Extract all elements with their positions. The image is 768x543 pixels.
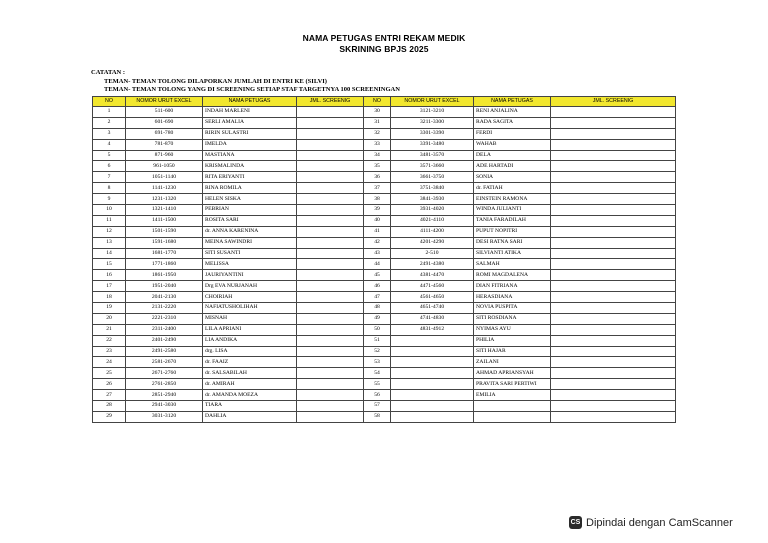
cell-nama-petugas: ZAILANI [474,357,551,368]
cell-no: 45 [364,270,391,281]
cell-nama-petugas: ROSITA SARI [203,215,297,226]
cell-no: 48 [364,303,391,314]
cell-nama-petugas: SERLI AMALIA [203,117,297,128]
cell-nomor-urut: 601-690 [126,117,203,128]
cell-nama-petugas: HERASDIANA [474,292,551,303]
cell-nomor-urut: 3751-3840 [391,183,474,194]
cell-nama-petugas: dr. AMANDA MOEZA [203,390,297,401]
cell-jml-screening [551,194,676,205]
camscanner-text: Dipindai dengan CamScanner [586,516,733,529]
cell-jml-screening [551,117,676,128]
table-row [93,117,676,128]
cell-jml-screening [297,411,364,422]
cell-nama-petugas: IMELDA [203,139,297,150]
cell-no: 17 [93,281,126,292]
cell-nama-petugas: RITA ERIYANTI [203,172,297,183]
cell-nama-petugas: RIRIN SULASTRI [203,128,297,139]
cell-no: 35 [364,161,391,172]
cell-jml-screening [297,248,364,259]
cell-nomor-urut [391,357,474,368]
cell-nomor-urut: 4651-4740 [391,303,474,314]
cell-no: 26 [93,379,126,390]
cell-no: 14 [93,248,126,259]
cell-nama-petugas: SILVIANTI ATIKA [474,248,551,259]
cell-nama-petugas: RENI ANJALINA [474,107,551,118]
cell-jml-screening [551,357,676,368]
cell-nomor-urut: 2491-4380 [391,259,474,270]
cell-no: 37 [364,183,391,194]
cell-nama-petugas: SONIA [474,172,551,183]
cell-no: 38 [364,194,391,205]
cell-no: 7 [93,172,126,183]
cell-nama-petugas: TANIA FARADILAH [474,215,551,226]
cell-jml-screening [551,237,676,248]
cell-no: 58 [364,411,391,422]
cell-nomor-urut: 871-960 [126,150,203,161]
cell-nomor-urut: 961-1050 [126,161,203,172]
cell-jml-screening [297,281,364,292]
cell-nomor-urut: 4831-4912 [391,324,474,335]
table-row [93,237,676,248]
catatan-label: CATATAN : [91,69,126,76]
cell-jml-screening [551,107,676,118]
header-no: NO [364,97,391,107]
cell-no: 31 [364,117,391,128]
table-row [93,139,676,150]
cell-nomor-urut: 2-510 [391,248,474,259]
cell-nama-petugas: Drg EVA NURJANAH [203,281,297,292]
table-row [93,335,676,346]
cell-no: 2 [93,117,126,128]
cell-no: 18 [93,292,126,303]
cell-nomor-urut: 2671-2760 [126,368,203,379]
cell-nama-petugas: ADE HARTADI [474,161,551,172]
table-row [93,215,676,226]
cell-no: 16 [93,270,126,281]
cell-no: 6 [93,161,126,172]
camscanner-watermark [569,516,733,529]
cell-jml-screening [297,172,364,183]
table-row [93,270,676,281]
cell-jml-screening [551,281,676,292]
cell-nomor-urut: 1591-1680 [126,237,203,248]
cell-nomor-urut: 4741-4830 [391,313,474,324]
cell-jml-screening [551,259,676,270]
cell-no: 46 [364,281,391,292]
table-row [93,346,676,357]
table-row [93,303,676,314]
cell-jml-screening [551,172,676,183]
table-row [93,379,676,390]
cell-jml-screening [297,161,364,172]
cell-jml-screening [551,183,676,194]
cell-no: 13 [93,237,126,248]
cell-jml-screening [551,335,676,346]
cell-no: 44 [364,259,391,270]
cell-no: 29 [93,411,126,422]
cell-nomor-urut: 3121-3210 [391,107,474,118]
cell-jml-screening [297,226,364,237]
cell-nomor-urut: 511-600 [126,107,203,118]
cell-jml-screening [551,346,676,357]
table-row [93,172,676,183]
cell-jml-screening [297,368,364,379]
cell-nama-petugas: LILA APRIANI [203,324,297,335]
table-row [93,281,676,292]
table-row [93,357,676,368]
cell-nomor-urut: 1141-1230 [126,183,203,194]
cell-no: 54 [364,368,391,379]
cell-nomor-urut: 2221-2310 [126,313,203,324]
cell-nomor-urut: 4471-4560 [391,281,474,292]
table-row [93,226,676,237]
cell-nama-petugas: INDAH MARLENI [203,107,297,118]
cell-nama-petugas: MASTIANA [203,150,297,161]
table-row [93,128,676,139]
cell-no: 11 [93,215,126,226]
cell-jml-screening [297,117,364,128]
cell-nama-petugas: NYIMAS AYU [474,324,551,335]
table-row [93,368,676,379]
cell-no: 21 [93,324,126,335]
cell-nomor-urut: 1951-2040 [126,281,203,292]
table-row [93,205,676,216]
cell-jml-screening [297,335,364,346]
header-nomor-urut: NOMOR URUT EXCEL [391,97,474,107]
cell-nomor-urut: 4381-4470 [391,270,474,281]
cell-nomor-urut: 2311-2400 [126,324,203,335]
cell-no: 49 [364,313,391,324]
cell-nomor-urut: 4021-4110 [391,215,474,226]
cell-nama-petugas: PHILIA [474,335,551,346]
cell-nama-petugas: SITI SUSANTI [203,248,297,259]
cell-jml-screening [551,390,676,401]
cell-jml-screening [297,237,364,248]
cell-jml-screening [297,346,364,357]
cell-jml-screening [551,248,676,259]
cell-no: 10 [93,205,126,216]
cell-nomor-urut [391,411,474,422]
cell-jml-screening [297,183,364,194]
cell-no: 20 [93,313,126,324]
cell-no: 47 [364,292,391,303]
note-line: TEMAN- TEMAN TOLONG YANG DI SCREENING SETIAP STAF TARGETNYA 100 SCREENINGAN [104,86,400,93]
table-row [93,194,676,205]
cell-nomor-urut: 1861-1950 [126,270,203,281]
cell-no: 40 [364,215,391,226]
cell-nomor-urut: 2401-2490 [126,335,203,346]
cell-nama-petugas: EINSTEIN RAMONA [474,194,551,205]
cell-nama-petugas: CHOIRIAH [203,292,297,303]
cell-nomor-urut: 3031-3120 [126,411,203,422]
cell-jml-screening [551,215,676,226]
table-header-row [93,97,676,107]
table-row [93,161,676,172]
cell-no: 19 [93,303,126,314]
header-nama-petugas: NAMA PETUGAS [203,97,297,107]
cell-jml-screening [297,107,364,118]
cell-jml-screening [297,259,364,270]
table-row [93,150,676,161]
cell-jml-screening [551,205,676,216]
cell-nama-petugas: TIARA [203,401,297,412]
cell-nama-petugas: ROMI MAGDALENA [474,270,551,281]
cell-nama-petugas: HELEN SISKA [203,194,297,205]
cell-jml-screening [297,215,364,226]
staff-table [92,96,676,423]
cell-nama-petugas: dr. ANNA KARENINA [203,226,297,237]
cell-no: 36 [364,172,391,183]
cell-nomor-urut: 2131-2220 [126,303,203,314]
cell-nomor-urut: 3931-4020 [391,205,474,216]
cell-nama-petugas: RADA SAGITA [474,117,551,128]
cell-nomor-urut: 4111-4200 [391,226,474,237]
table-row [93,324,676,335]
cell-no: 42 [364,237,391,248]
cell-no: 53 [364,357,391,368]
cell-nomor-urut: 1321-1410 [126,205,203,216]
table-row [93,248,676,259]
cell-jml-screening [551,226,676,237]
cell-no: 43 [364,248,391,259]
cell-jml-screening [551,324,676,335]
cell-nama-petugas: drg. LISA [203,346,297,357]
cell-nomor-urut [391,335,474,346]
cell-nama-petugas: WINDA JULIANTI [474,205,551,216]
cell-no: 57 [364,401,391,412]
cell-nomor-urut: 4201-4290 [391,237,474,248]
table-row [93,183,676,194]
cell-nama-petugas [474,401,551,412]
cell-no: 24 [93,357,126,368]
cell-no: 9 [93,194,126,205]
cell-nomor-urut: 3661-3750 [391,172,474,183]
cell-no: 8 [93,183,126,194]
cell-nomor-urut: 2491-2580 [126,346,203,357]
cell-nama-petugas: MISNAH [203,313,297,324]
cell-nomor-urut [391,401,474,412]
cell-no: 52 [364,346,391,357]
camscanner-logo-icon: CS [569,516,582,529]
note-line: TEMAN- TEMAN TOLONG DILAPORKAN JUMLAH DI ENTRI KE (SILVI) [104,78,327,85]
cell-nama-petugas: NOVIA PUSPITA [474,303,551,314]
cell-nama-petugas: dr. FAAIZ [203,357,297,368]
cell-nomor-urut: 3391-3480 [391,139,474,150]
cell-no: 27 [93,390,126,401]
cell-jml-screening [551,150,676,161]
cell-jml-screening [551,139,676,150]
cell-jml-screening [297,379,364,390]
cell-nomor-urut: 3301-3390 [391,128,474,139]
cell-nama-petugas: dr. FATIAH [474,183,551,194]
cell-no: 1 [93,107,126,118]
cell-nomor-urut: 2851-2940 [126,390,203,401]
cell-jml-screening [551,292,676,303]
cell-nomor-urut: 2941-3030 [126,401,203,412]
cell-nomor-urut: 2761-2850 [126,379,203,390]
cell-nomor-urut: 1411-1500 [126,215,203,226]
cell-no: 25 [93,368,126,379]
cell-no: 39 [364,205,391,216]
cell-no: 33 [364,139,391,150]
table-row [93,292,676,303]
cell-jml-screening [297,357,364,368]
cell-no: 15 [93,259,126,270]
cell-no: 22 [93,335,126,346]
cell-nomor-urut: 2041-2130 [126,292,203,303]
cell-no: 30 [364,107,391,118]
cell-jml-screening [551,379,676,390]
cell-nomor-urut: 3571-3660 [391,161,474,172]
cell-no: 3 [93,128,126,139]
cell-nomor-urut: 691-780 [126,128,203,139]
cell-nama-petugas: DESI RATNA SARI [474,237,551,248]
document-title: NAMA PETUGAS ENTRI REKAM MEDIK [302,33,466,43]
cell-nomor-urut: 4561-4650 [391,292,474,303]
cell-no: 50 [364,324,391,335]
header-jml-screening: JML. SCREENIG [297,97,364,107]
cell-nomor-urut: 1231-1320 [126,194,203,205]
cell-nama-petugas: PUPUT NOPITRI [474,226,551,237]
cell-nomor-urut: 1051-1140 [126,172,203,183]
cell-nama-petugas: DIAN FITRIANA [474,281,551,292]
cell-nama-petugas: RINA ROMILA [203,183,297,194]
cell-no: 4 [93,139,126,150]
cell-nama-petugas: dr. SALSABILAH [203,368,297,379]
cell-nama-petugas: MELISSA [203,259,297,270]
cell-jml-screening [297,150,364,161]
cell-jml-screening [551,161,676,172]
cell-nomor-urut: 781-870 [126,139,203,150]
cell-nomor-urut: 3211-3300 [391,117,474,128]
cell-no: 56 [364,390,391,401]
cell-nama-petugas: PEBRIAN [203,205,297,216]
cell-nama-petugas: KRISMALINDA [203,161,297,172]
cell-nama-petugas: FERDI [474,128,551,139]
cell-nomor-urut: 2581-2670 [126,357,203,368]
cell-nomor-urut: 1681-1770 [126,248,203,259]
header-jml-screening: JML. SCREENIG [551,97,676,107]
cell-nomor-urut [391,346,474,357]
cell-nomor-urut: 1771-1860 [126,259,203,270]
cell-nama-petugas: DELA [474,150,551,161]
cell-jml-screening [297,205,364,216]
cell-jml-screening [297,401,364,412]
cell-jml-screening [297,390,364,401]
cell-nomor-urut [391,390,474,401]
cell-nomor-urut: 3481-3570 [391,150,474,161]
cell-jml-screening [297,313,364,324]
cell-nomor-urut [391,379,474,390]
cell-nama-petugas: AHMAD APRIANSYAH [474,368,551,379]
cell-jml-screening [297,194,364,205]
cell-no: 51 [364,335,391,346]
cell-jml-screening [551,303,676,314]
cell-jml-screening [297,270,364,281]
table-row [93,107,676,118]
cell-nama-petugas: SITI ROSDIANA [474,313,551,324]
cell-jml-screening [297,128,364,139]
cell-nomor-urut: 3841-3930 [391,194,474,205]
table-row [93,411,676,422]
cell-no: 23 [93,346,126,357]
cell-no: 41 [364,226,391,237]
header-no: NO [93,97,126,107]
document-subtitle: SKRINING BPJS 2025 [339,44,429,54]
cell-jml-screening [551,313,676,324]
cell-jml-screening [551,270,676,281]
cell-no: 12 [93,226,126,237]
cell-nama-petugas: MEINA SAWINDRI [203,237,297,248]
cell-nama-petugas: WAHAB [474,139,551,150]
cell-nama-petugas: dr. AMIRAH [203,379,297,390]
cell-jml-screening [297,292,364,303]
cell-jml-screening [551,401,676,412]
cell-no: 34 [364,150,391,161]
cell-jml-screening [551,411,676,422]
table-row [93,313,676,324]
cell-no: 32 [364,128,391,139]
cell-nama-petugas [474,411,551,422]
cell-jml-screening [551,368,676,379]
cell-nama-petugas: PRAVITA SARI PERTIWI [474,379,551,390]
cell-no: 5 [93,150,126,161]
cell-jml-screening [551,128,676,139]
cell-no: 55 [364,379,391,390]
table-row [93,259,676,270]
cell-jml-screening [297,324,364,335]
cell-nama-petugas: NAFIATUSHOLIHAH [203,303,297,314]
cell-no: 28 [93,401,126,412]
table-row [93,390,676,401]
cell-jml-screening [297,139,364,150]
table-row [93,401,676,412]
header-nomor-urut: NOMOR URUT EXCEL [126,97,203,107]
cell-nomor-urut [391,368,474,379]
cell-jml-screening [297,303,364,314]
cell-nomor-urut: 1501-1590 [126,226,203,237]
cell-nama-petugas: SALMAH [474,259,551,270]
cell-nama-petugas: DAHLIA [203,411,297,422]
cell-nama-petugas: JAURIYANTINI [203,270,297,281]
cell-nama-petugas: EMILIA [474,390,551,401]
header-nama-petugas: NAMA PETUGAS [474,97,551,107]
cell-nama-petugas: SITI HAJAR [474,346,551,357]
cell-nama-petugas: LIA ANDIKA [203,335,297,346]
